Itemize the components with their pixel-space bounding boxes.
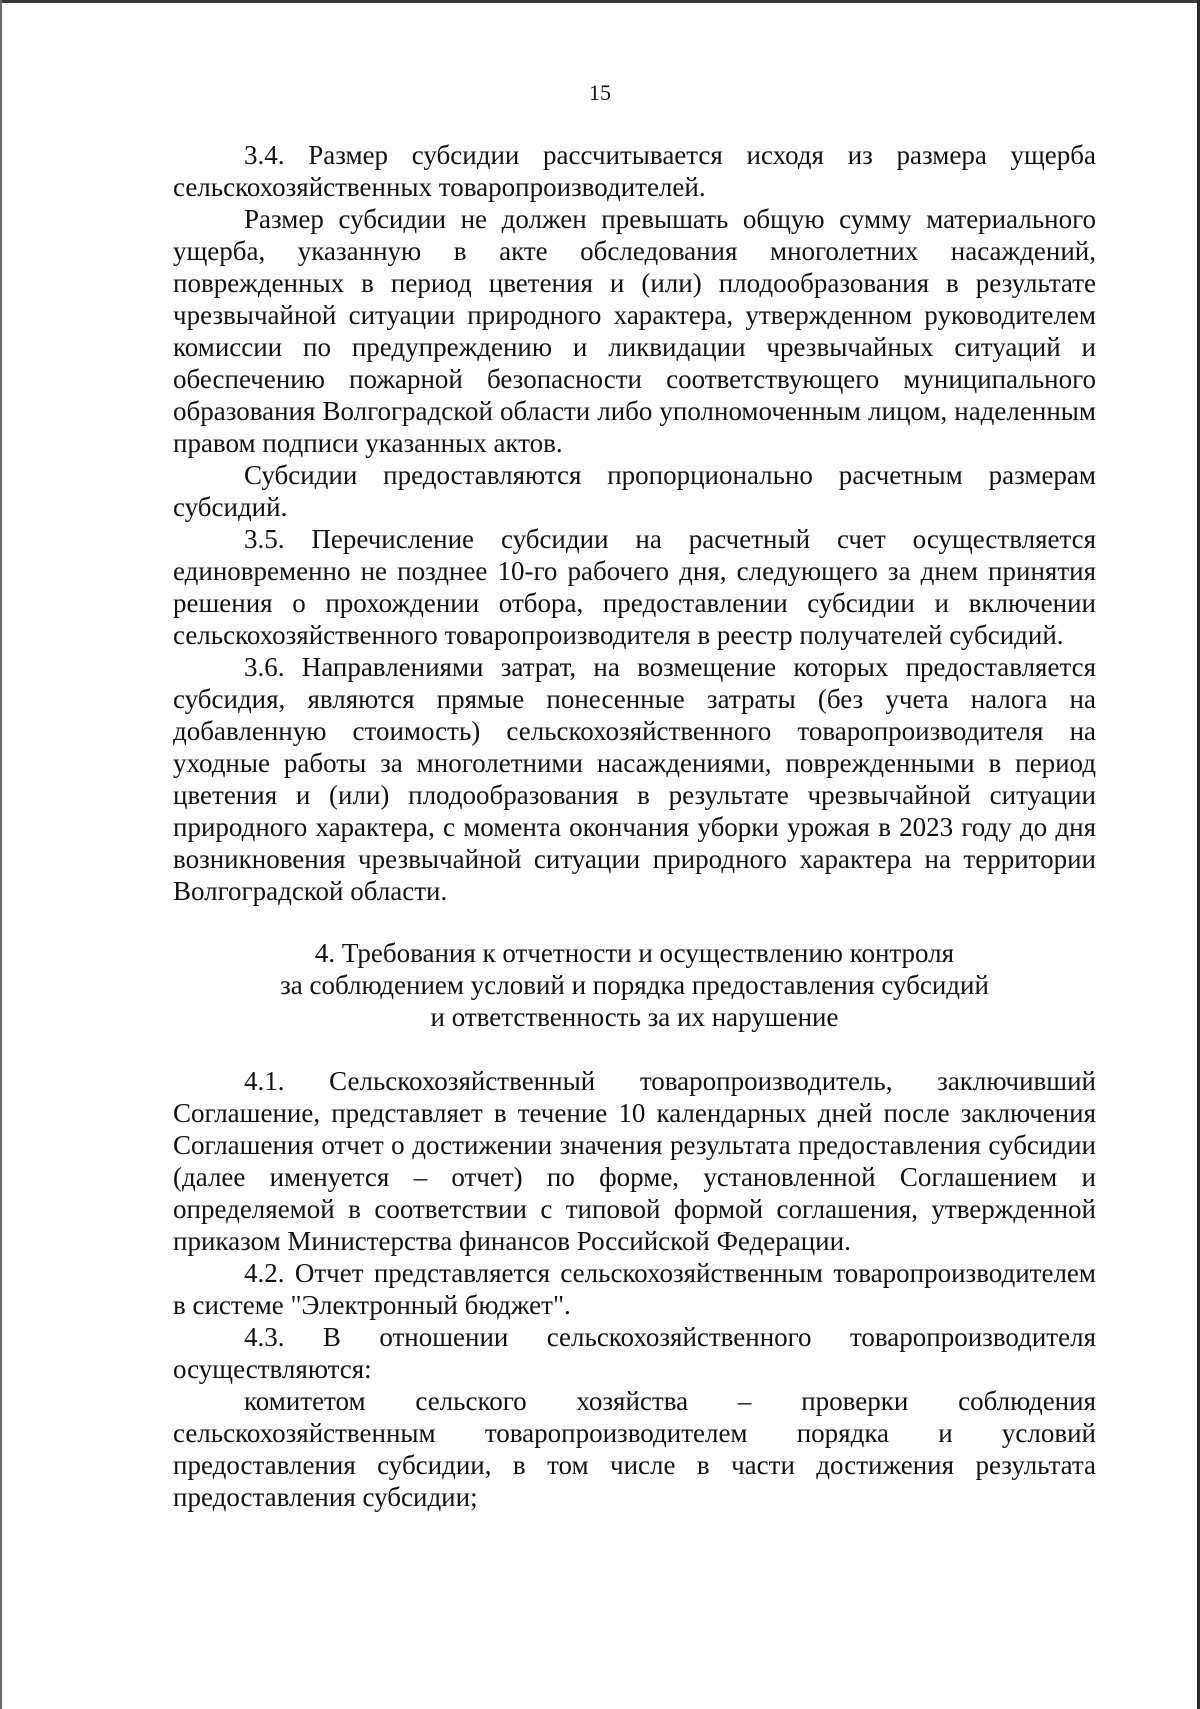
paragraph-3-4: 3.4. Размер субсидии рассчитывается исходя из размера ущерба сельскохозяйственных товаропроизводителей.: [173, 140, 1096, 202]
page-number: 15: [589, 80, 611, 105]
heading-line-2: за соблюдением условий и порядка предоставления субсидий: [280, 970, 989, 1000]
paragraph-4-1: 4.1. Сельскохозяйственный товаропроизводитель, заключивший Соглашение, представляет в течение 10 календарных дней после заключения Соглашения отчет о достижении значения результата предоставления субсидии (далее именуется – отчет) по форме, установленной Соглашением и определяемой в соответствии с типовой формой соглашения, утвержденной приказом Министерства финансов Российской Федерации.: [173, 1066, 1096, 1256]
heading-line-1: 4. Требования к отчетности и осуществлению контроля: [314, 938, 955, 968]
heading-line-3: и ответственность за их нарушение: [430, 1002, 839, 1032]
scan-edge-top: [0, 0, 1200, 3]
scan-edge-left: [0, 0, 2, 1709]
paragraph-3-5: 3.5. Перечисление субсидии на расчетный счет осуществляется единовременно не позднее 10-го рабочего дня, следующего за днем принятия решения о прохождении отбора, предоставлении субсидии и включении сельскохозяйственного товаропроизводителя в реестр получателей субсидий.: [173, 524, 1096, 650]
document-body: [173, 139, 1096, 1513]
paragraph-subsidy-limit: Размер субсидии не должен превышать общую сумму материального ущерба, указанную в акте обследования многолетних насаждений, поврежденных в период цветения и (или) плодообразования в результате чрезвычайной ситуации природного характера, утвержденном руководителем комиссии по предупреждению и ликвидации чрезвычайных ситуаций и обеспечению пожарной безопасности соответствующего муниципального образования Волгоградской области либо уполномоченным лицом, наделенным правом подписи указанных актов.: [173, 204, 1096, 458]
paragraph-4-2: 4.2. Отчет представляется сельскохозяйственным товаропроизводителем в системе "Электронный бюджет".: [173, 1258, 1096, 1320]
paragraph-3-6: 3.6. Направлениями затрат, на возмещение которых предоставляется субсидия, являются прямые понесенные затраты (без учета налога на добавленную стоимость) сельскохозяйственного товаропроизводителя на уходные работы за многолетними насаждениями, поврежденными в период цветения и (или) плодообразования в результате чрезвычайной ситуации природного характера, с момента окончания уборки урожая в 2023 году до дня возникновения чрезвычайной ситуации природного характера на территории Волгоградской области.: [173, 652, 1096, 906]
paragraph-4-3: 4.3. В отношении сельскохозяйственного товаропроизводителя осуществляются:: [173, 1322, 1096, 1384]
section-4-heading: [173, 937, 1096, 1033]
paragraph-committee-checks: комитетом сельского хозяйства – проверки соблюдения сельскохозяйственным товаропроизводителем порядка и условий предоставления субсидии, в том числе в части достижения результата предоставления субсидии;: [173, 1386, 1096, 1512]
paragraph-proportional: Субсидии предоставляются пропорционально расчетным размерам субсидий.: [173, 460, 1096, 522]
